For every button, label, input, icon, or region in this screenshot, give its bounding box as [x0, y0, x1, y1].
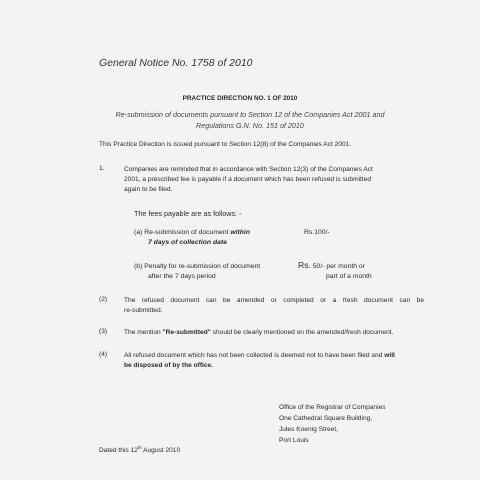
office-line-4: Port Louis: [279, 437, 309, 444]
fee-b-line-2: after the 7 days period: [148, 273, 216, 280]
para-1-line-1: Companies are reminded that in accordance with Section 12(3) of the Companies Act: [124, 166, 373, 173]
fee-a-line-1: [134, 228, 250, 238]
dated-line: [99, 445, 180, 454]
subtitle: [60, 109, 440, 131]
subtitle-line-2: Regulations G.N. No. 151 of 2010: [196, 121, 304, 130]
para-4-will: will: [384, 352, 395, 359]
fee-b-amount-line-1: [298, 260, 365, 272]
fee-a-label: (a) Re-submission of document: [134, 229, 229, 236]
fee-a-line-2: [148, 238, 227, 248]
para-1-number: 1.: [99, 165, 105, 172]
para-1-text: [124, 165, 454, 195]
issued-statement: This Practice Direction is issued pursuant to Section 12(8) of the Companies Act 2001.: [99, 141, 352, 148]
para-4-line-2: be disposed of by the office.: [124, 362, 214, 369]
para-3-resubmitted: "Re-submitted": [162, 329, 211, 336]
fee-b-amount-line-2: part of a month: [326, 273, 372, 280]
para-1-line-3: again to be filed.: [124, 186, 173, 193]
fee-b-line-1: (b) Penalty for re-submission of document: [134, 263, 261, 270]
office-line-2: One Cathedral Square Building,: [279, 415, 373, 422]
fee-a-period: 7 days of collection date: [148, 239, 227, 246]
para-4-text-main: All refused document which has not been collected is deemed not to have been filed and: [124, 352, 385, 359]
para-2-line-1: The refused document can be amended or completed or a fresh document can be: [124, 297, 424, 304]
para-3-number: (3): [99, 328, 108, 335]
para-4-line-1: [124, 351, 444, 361]
fees-heading: The fees payable are as follows: -: [134, 209, 242, 218]
para-2-line-2: re-submitted.: [124, 307, 163, 314]
fee-b-amount-value: 50/- per month or: [312, 263, 365, 270]
fee-b-amount-prefix: Rs.: [298, 260, 311, 270]
fee-a-amount: Rs.100/-: [304, 229, 330, 236]
office-line-3: Jules Koenig Street,: [279, 426, 339, 433]
practice-direction-title: PRACTICE DIRECTION NO. 1 OF 2010: [182, 95, 298, 102]
para-3-text-before: The mention: [124, 329, 163, 336]
dated-suffix: August 2010: [141, 447, 181, 455]
para-1-line-2: 2001, a prescribed fee is payable if a document which has been refused is submitted: [124, 176, 372, 183]
para-4-number: (4): [99, 351, 108, 358]
para-3-text: [124, 328, 444, 338]
subtitle-line-1: Re-submission of documents pursuant to Section 12 of the Companies Act 2001 and: [115, 110, 385, 119]
dated-prefix: Dated this 12: [99, 447, 138, 455]
para-3-text-after: should be clearly mentioned on the amended/fresh document.: [210, 329, 394, 336]
office-address: [279, 402, 386, 446]
dated-sup: th: [137, 445, 142, 450]
general-notice-number: General Notice No. 1758 of 2010: [99, 57, 253, 69]
office-line-1: Office of the Registrar of Companies: [279, 404, 386, 411]
para-2-text: [124, 296, 424, 316]
para-4-text: [124, 351, 444, 371]
fee-a-within: within: [230, 229, 250, 236]
para-2-number: (2): [99, 296, 108, 303]
